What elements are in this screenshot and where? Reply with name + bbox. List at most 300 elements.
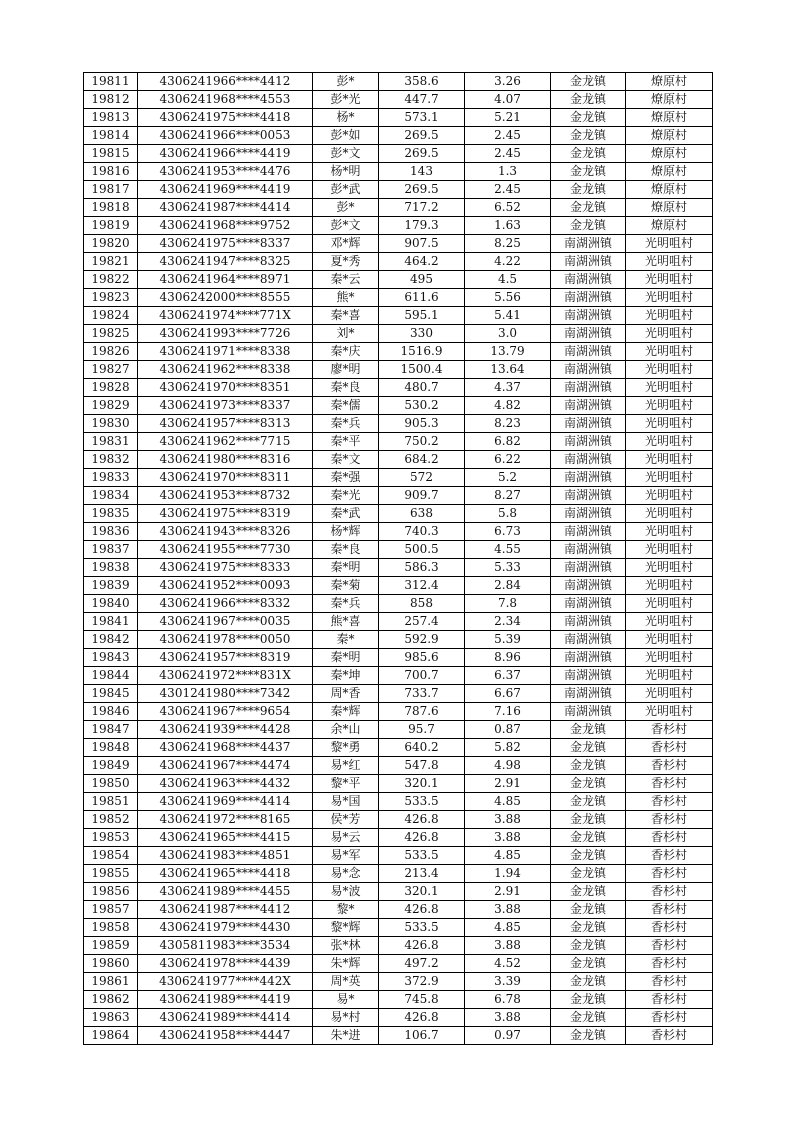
cell-row-number: 19859	[84, 937, 138, 955]
cell-village: 香杉村	[626, 901, 713, 919]
cell-town: 金龙镇	[551, 847, 626, 865]
cell-town: 南湖洲镇	[551, 703, 626, 721]
cell-id-number: 4306241966****8332	[138, 595, 313, 613]
cell-name: 熊*喜	[313, 613, 379, 631]
cell-id-number: 4306241977****442X	[138, 973, 313, 991]
cell-village: 光明咀村	[626, 415, 713, 433]
cell-amount: 750.2	[379, 433, 465, 451]
cell-row-number: 19864	[84, 1027, 138, 1045]
cell-village: 光明咀村	[626, 325, 713, 343]
table-row	[84, 919, 713, 937]
cell-quantity: 8.27	[465, 487, 551, 505]
cell-id-number: 4306241947****8325	[138, 253, 313, 271]
cell-village: 光明咀村	[626, 397, 713, 415]
cell-amount: 787.6	[379, 703, 465, 721]
cell-name: 杨*明	[313, 163, 379, 181]
table-row	[84, 937, 713, 955]
cell-id-number: 4306241970****8311	[138, 469, 313, 487]
cell-row-number: 19861	[84, 973, 138, 991]
cell-quantity: 3.0	[465, 325, 551, 343]
cell-town: 南湖洲镇	[551, 667, 626, 685]
cell-id-number: 4306241989****4419	[138, 991, 313, 1009]
cell-id-number: 4301241980****7342	[138, 685, 313, 703]
cell-village: 香杉村	[626, 793, 713, 811]
cell-name: 黎*勇	[313, 739, 379, 757]
cell-amount: 595.1	[379, 307, 465, 325]
cell-id-number: 4306241962****7715	[138, 433, 313, 451]
cell-village: 光明咀村	[626, 613, 713, 631]
cell-town: 南湖洲镇	[551, 469, 626, 487]
cell-village: 光明咀村	[626, 433, 713, 451]
cell-village: 光明咀村	[626, 523, 713, 541]
cell-name: 彭*	[313, 73, 379, 91]
cell-row-number: 19846	[84, 703, 138, 721]
cell-town: 南湖洲镇	[551, 289, 626, 307]
table-row	[84, 271, 713, 289]
cell-quantity: 6.52	[465, 199, 551, 217]
cell-id-number: 4306241958****4447	[138, 1027, 313, 1045]
cell-amount: 269.5	[379, 145, 465, 163]
cell-quantity: 3.88	[465, 811, 551, 829]
cell-town: 金龙镇	[551, 811, 626, 829]
cell-row-number: 19812	[84, 91, 138, 109]
cell-id-number: 4306241943****8326	[138, 523, 313, 541]
cell-town: 金龙镇	[551, 775, 626, 793]
cell-row-number: 19815	[84, 145, 138, 163]
table-row	[84, 883, 713, 901]
cell-row-number: 19854	[84, 847, 138, 865]
cell-town: 金龙镇	[551, 901, 626, 919]
cell-name: 秦*云	[313, 271, 379, 289]
cell-name: 秦*明	[313, 559, 379, 577]
cell-amount: 592.9	[379, 631, 465, 649]
cell-amount: 320.1	[379, 883, 465, 901]
cell-amount: 530.2	[379, 397, 465, 415]
cell-name: 刘*	[313, 325, 379, 343]
cell-town: 金龙镇	[551, 793, 626, 811]
cell-row-number: 19827	[84, 361, 138, 379]
cell-quantity: 2.34	[465, 613, 551, 631]
cell-row-number: 19835	[84, 505, 138, 523]
cell-id-number: 4306241965****4415	[138, 829, 313, 847]
cell-name: 彭*如	[313, 127, 379, 145]
cell-row-number: 19833	[84, 469, 138, 487]
cell-town: 金龙镇	[551, 109, 626, 127]
cell-town: 南湖洲镇	[551, 505, 626, 523]
cell-village: 光明咀村	[626, 271, 713, 289]
cell-row-number: 19819	[84, 217, 138, 235]
cell-quantity: 6.67	[465, 685, 551, 703]
cell-id-number: 4306241967****4474	[138, 757, 313, 775]
cell-quantity: 5.8	[465, 505, 551, 523]
cell-name: 秦*兵	[313, 415, 379, 433]
cell-id-number: 4306241989****4414	[138, 1009, 313, 1027]
cell-id-number: 4306241966****4412	[138, 73, 313, 91]
cell-village: 燎原村	[626, 127, 713, 145]
cell-id-number: 4306241969****4419	[138, 181, 313, 199]
table-row	[84, 505, 713, 523]
cell-quantity: 1.63	[465, 217, 551, 235]
cell-quantity: 8.23	[465, 415, 551, 433]
cell-row-number: 19837	[84, 541, 138, 559]
cell-name: 杨*辉	[313, 523, 379, 541]
cell-name: 张*林	[313, 937, 379, 955]
cell-village: 光明咀村	[626, 487, 713, 505]
cell-town: 金龙镇	[551, 163, 626, 181]
cell-village: 燎原村	[626, 109, 713, 127]
cell-village: 燎原村	[626, 91, 713, 109]
cell-id-number: 4306241966****4419	[138, 145, 313, 163]
table-row	[84, 433, 713, 451]
cell-id-number: 4306241987****4412	[138, 901, 313, 919]
cell-amount: 500.5	[379, 541, 465, 559]
cell-town: 金龙镇	[551, 721, 626, 739]
cell-quantity: 4.22	[465, 253, 551, 271]
cell-id-number: 4306241975****8319	[138, 505, 313, 523]
cell-quantity: 4.37	[465, 379, 551, 397]
cell-row-number: 19830	[84, 415, 138, 433]
table-row	[84, 865, 713, 883]
table-row	[84, 973, 713, 991]
cell-id-number: 4306241972****8165	[138, 811, 313, 829]
cell-village: 香杉村	[626, 847, 713, 865]
cell-name: 周*英	[313, 973, 379, 991]
cell-village: 香杉村	[626, 919, 713, 937]
table-row	[84, 379, 713, 397]
cell-name: 廖*明	[313, 361, 379, 379]
table-row	[84, 397, 713, 415]
cell-name: 秦*光	[313, 487, 379, 505]
cell-village: 光明咀村	[626, 631, 713, 649]
cell-town: 南湖洲镇	[551, 451, 626, 469]
cell-row-number: 19856	[84, 883, 138, 901]
cell-row-number: 19826	[84, 343, 138, 361]
cell-row-number: 19848	[84, 739, 138, 757]
cell-quantity: 2.45	[465, 127, 551, 145]
table-row	[84, 847, 713, 865]
cell-id-number: 4306241974****771X	[138, 307, 313, 325]
cell-name: 秦*良	[313, 541, 379, 559]
cell-village: 光明咀村	[626, 685, 713, 703]
cell-name: 易*军	[313, 847, 379, 865]
cell-quantity: 3.88	[465, 829, 551, 847]
table-row	[84, 361, 713, 379]
cell-village: 燎原村	[626, 145, 713, 163]
cell-amount: 495	[379, 271, 465, 289]
cell-id-number: 4306241979****4430	[138, 919, 313, 937]
cell-amount: 143	[379, 163, 465, 181]
table-row	[84, 775, 713, 793]
table-row	[84, 163, 713, 181]
cell-row-number: 19825	[84, 325, 138, 343]
cell-village: 香杉村	[626, 955, 713, 973]
cell-quantity: 6.37	[465, 667, 551, 685]
table-row	[84, 667, 713, 685]
cell-id-number: 4306241967****9654	[138, 703, 313, 721]
cell-quantity: 5.41	[465, 307, 551, 325]
cell-quantity: 4.85	[465, 793, 551, 811]
cell-amount: 907.5	[379, 235, 465, 253]
cell-village: 香杉村	[626, 829, 713, 847]
cell-quantity: 0.87	[465, 721, 551, 739]
table-row	[84, 721, 713, 739]
cell-id-number: 4306242000****8555	[138, 289, 313, 307]
cell-name: 朱*进	[313, 1027, 379, 1045]
cell-name: 秦*	[313, 631, 379, 649]
cell-name: 杨*	[313, 109, 379, 127]
cell-name: 易*云	[313, 829, 379, 847]
cell-quantity: 5.56	[465, 289, 551, 307]
cell-quantity: 2.91	[465, 775, 551, 793]
cell-name: 夏*秀	[313, 253, 379, 271]
cell-id-number: 4306241980****8316	[138, 451, 313, 469]
cell-id-number: 4306241963****4432	[138, 775, 313, 793]
cell-row-number: 19855	[84, 865, 138, 883]
cell-amount: 426.8	[379, 829, 465, 847]
table-row	[84, 559, 713, 577]
cell-village: 光明咀村	[626, 379, 713, 397]
cell-town: 南湖洲镇	[551, 649, 626, 667]
cell-amount: 640.2	[379, 739, 465, 757]
cell-quantity: 2.45	[465, 145, 551, 163]
cell-name: 秦*良	[313, 379, 379, 397]
cell-amount: 1500.4	[379, 361, 465, 379]
cell-amount: 858	[379, 595, 465, 613]
cell-village: 光明咀村	[626, 361, 713, 379]
cell-quantity: 8.96	[465, 649, 551, 667]
cell-amount: 611.6	[379, 289, 465, 307]
cell-quantity: 4.07	[465, 91, 551, 109]
cell-amount: 573.1	[379, 109, 465, 127]
cell-town: 南湖洲镇	[551, 397, 626, 415]
cell-amount: 740.3	[379, 523, 465, 541]
cell-quantity: 4.85	[465, 847, 551, 865]
table-row	[84, 595, 713, 613]
cell-town: 南湖洲镇	[551, 613, 626, 631]
table-row	[84, 91, 713, 109]
cell-quantity: 8.25	[465, 235, 551, 253]
cell-name: 易*村	[313, 1009, 379, 1027]
cell-name: 彭*武	[313, 181, 379, 199]
cell-village: 香杉村	[626, 811, 713, 829]
table-row	[84, 649, 713, 667]
cell-name: 秦*儒	[313, 397, 379, 415]
cell-row-number: 19863	[84, 1009, 138, 1027]
cell-town: 金龙镇	[551, 181, 626, 199]
cell-id-number: 4306241962****8338	[138, 361, 313, 379]
cell-village: 燎原村	[626, 163, 713, 181]
cell-village: 光明咀村	[626, 559, 713, 577]
cell-amount: 909.7	[379, 487, 465, 505]
table-row	[84, 811, 713, 829]
table-row	[84, 181, 713, 199]
cell-name: 秦*庆	[313, 343, 379, 361]
cell-town: 南湖洲镇	[551, 343, 626, 361]
cell-row-number: 19811	[84, 73, 138, 91]
cell-row-number: 19844	[84, 667, 138, 685]
cell-id-number: 4306241975****4418	[138, 109, 313, 127]
table-row	[84, 577, 713, 595]
cell-row-number: 19857	[84, 901, 138, 919]
table-row	[84, 253, 713, 271]
cell-town: 金龙镇	[551, 127, 626, 145]
cell-amount: 638	[379, 505, 465, 523]
cell-town: 金龙镇	[551, 1009, 626, 1027]
cell-amount: 447.7	[379, 91, 465, 109]
cell-quantity: 1.3	[465, 163, 551, 181]
cell-village: 光明咀村	[626, 595, 713, 613]
cell-id-number: 4306241973****8337	[138, 397, 313, 415]
cell-quantity: 4.55	[465, 541, 551, 559]
cell-village: 香杉村	[626, 991, 713, 1009]
cell-amount: 586.3	[379, 559, 465, 577]
cell-id-number: 4306241970****8351	[138, 379, 313, 397]
cell-quantity: 2.91	[465, 883, 551, 901]
cell-amount: 95.7	[379, 721, 465, 739]
cell-row-number: 19852	[84, 811, 138, 829]
table-row	[84, 829, 713, 847]
cell-amount: 372.9	[379, 973, 465, 991]
cell-row-number: 19836	[84, 523, 138, 541]
cell-name: 秦*平	[313, 433, 379, 451]
cell-village: 香杉村	[626, 865, 713, 883]
cell-amount: 700.7	[379, 667, 465, 685]
cell-row-number: 19818	[84, 199, 138, 217]
cell-id-number: 4306241939****4428	[138, 721, 313, 739]
cell-id-number: 4306241957****8319	[138, 649, 313, 667]
cell-town: 南湖洲镇	[551, 379, 626, 397]
cell-name: 周*香	[313, 685, 379, 703]
cell-quantity: 4.5	[465, 271, 551, 289]
cell-town: 金龙镇	[551, 955, 626, 973]
cell-amount: 106.7	[379, 1027, 465, 1045]
cell-amount: 312.4	[379, 577, 465, 595]
cell-row-number: 19849	[84, 757, 138, 775]
cell-village: 香杉村	[626, 1009, 713, 1027]
table-row	[84, 613, 713, 631]
cell-town: 金龙镇	[551, 883, 626, 901]
cell-row-number: 19813	[84, 109, 138, 127]
table-body	[84, 73, 713, 1045]
cell-name: 彭*光	[313, 91, 379, 109]
cell-town: 金龙镇	[551, 91, 626, 109]
cell-town: 金龙镇	[551, 919, 626, 937]
cell-row-number: 19845	[84, 685, 138, 703]
cell-town: 南湖洲镇	[551, 559, 626, 577]
cell-id-number: 4306241952****0093	[138, 577, 313, 595]
table-row	[84, 343, 713, 361]
cell-town: 南湖洲镇	[551, 361, 626, 379]
cell-row-number: 19850	[84, 775, 138, 793]
cell-town: 南湖洲镇	[551, 487, 626, 505]
cell-name: 秦*兵	[313, 595, 379, 613]
cell-amount: 985.6	[379, 649, 465, 667]
cell-id-number: 4306241965****4418	[138, 865, 313, 883]
cell-village: 光明咀村	[626, 235, 713, 253]
cell-amount: 533.5	[379, 847, 465, 865]
cell-amount: 320.1	[379, 775, 465, 793]
cell-village: 光明咀村	[626, 253, 713, 271]
cell-amount: 213.4	[379, 865, 465, 883]
cell-village: 香杉村	[626, 973, 713, 991]
cell-id-number: 4306241975****8337	[138, 235, 313, 253]
cell-row-number: 19842	[84, 631, 138, 649]
cell-quantity: 3.88	[465, 937, 551, 955]
cell-id-number: 4306241955****7730	[138, 541, 313, 559]
cell-town: 金龙镇	[551, 991, 626, 1009]
cell-amount: 330	[379, 325, 465, 343]
cell-name: 余*山	[313, 721, 379, 739]
cell-town: 南湖洲镇	[551, 685, 626, 703]
cell-town: 南湖洲镇	[551, 595, 626, 613]
cell-town: 金龙镇	[551, 865, 626, 883]
cell-village: 香杉村	[626, 757, 713, 775]
cell-id-number: 4306241969****4414	[138, 793, 313, 811]
table-row	[84, 1009, 713, 1027]
cell-town: 南湖洲镇	[551, 541, 626, 559]
cell-amount: 257.4	[379, 613, 465, 631]
cell-id-number: 4306241978****0050	[138, 631, 313, 649]
cell-town: 金龙镇	[551, 937, 626, 955]
cell-amount: 572	[379, 469, 465, 487]
cell-town: 金龙镇	[551, 217, 626, 235]
cell-town: 金龙镇	[551, 757, 626, 775]
table-row	[84, 523, 713, 541]
cell-id-number: 4306241964****8971	[138, 271, 313, 289]
cell-town: 南湖洲镇	[551, 631, 626, 649]
cell-name: 熊*	[313, 289, 379, 307]
cell-name: 易*	[313, 991, 379, 1009]
cell-quantity: 3.88	[465, 901, 551, 919]
cell-quantity: 4.52	[465, 955, 551, 973]
cell-village: 光明咀村	[626, 649, 713, 667]
cell-quantity: 2.84	[465, 577, 551, 595]
table-row	[84, 145, 713, 163]
table-row	[84, 109, 713, 127]
cell-village: 香杉村	[626, 937, 713, 955]
cell-quantity: 3.88	[465, 1009, 551, 1027]
cell-row-number: 19839	[84, 577, 138, 595]
cell-row-number: 19821	[84, 253, 138, 271]
cell-village: 光明咀村	[626, 343, 713, 361]
cell-amount: 497.2	[379, 955, 465, 973]
cell-amount: 1516.9	[379, 343, 465, 361]
cell-town: 南湖洲镇	[551, 253, 626, 271]
cell-quantity: 0.97	[465, 1027, 551, 1045]
cell-town: 金龙镇	[551, 73, 626, 91]
cell-town: 金龙镇	[551, 739, 626, 757]
cell-town: 南湖洲镇	[551, 433, 626, 451]
cell-quantity: 1.94	[465, 865, 551, 883]
cell-id-number: 4306241953****8732	[138, 487, 313, 505]
cell-village: 光明咀村	[626, 667, 713, 685]
cell-id-number: 4306241968****4437	[138, 739, 313, 757]
cell-village: 光明咀村	[626, 289, 713, 307]
cell-name: 秦*菊	[313, 577, 379, 595]
cell-town: 南湖洲镇	[551, 415, 626, 433]
cell-id-number: 4305811983****3534	[138, 937, 313, 955]
cell-town: 南湖洲镇	[551, 523, 626, 541]
table-row	[84, 901, 713, 919]
table-row	[84, 325, 713, 343]
cell-quantity: 7.16	[465, 703, 551, 721]
cell-quantity: 13.64	[465, 361, 551, 379]
cell-id-number: 4306241968****9752	[138, 217, 313, 235]
cell-village: 光明咀村	[626, 577, 713, 595]
cell-row-number: 19853	[84, 829, 138, 847]
cell-amount: 426.8	[379, 811, 465, 829]
cell-quantity: 6.73	[465, 523, 551, 541]
